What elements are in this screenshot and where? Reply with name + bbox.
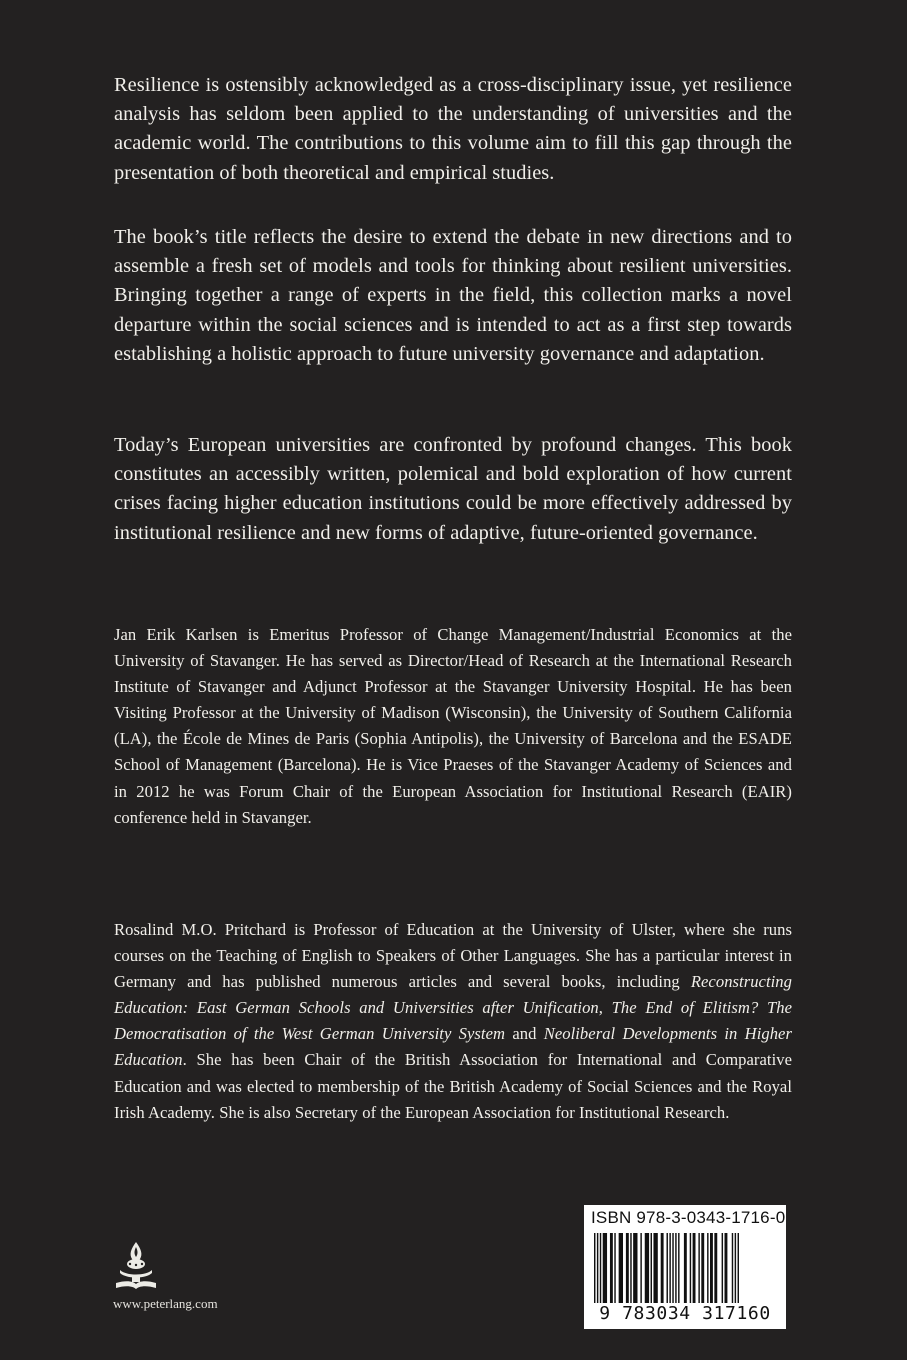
- book-title: Neoliberal Developments in Higher Education: [114, 1024, 792, 1070]
- bio-text: . She has been Chair of the British Association for International and Comparative Education and was elected to membership of the British Academy of Social Sciences and the Royal Irish Academy. She is also Secretary of the European Association for Institutional Research.: [114, 1050, 792, 1122]
- barcode-bar: [725, 1233, 728, 1311]
- isbn-barcode: [584, 1205, 786, 1329]
- bio-text: Rosalind M.O. Pritchard is Professor of Education at the University of Ulster, where she runs courses on the Teaching of English to Speakers of Other Languages. She has a particular interest in Germany and has published numerous articles and several books, including: [114, 920, 792, 992]
- blurb-paragraph-3: Today’s European universities are confronted by profound changes. This book constitutes an accessibly written, polemical and bold exploration of how current crises facing higher education institutions could be more effectively addressed by institutional resilience and new forms of adaptive, future-oriented governance.: [114, 434, 792, 544]
- bio-text: ,: [598, 998, 612, 1018]
- barcode-bar: [626, 1233, 629, 1311]
- author-bio-karlsen: Jan Erik Karlsen is Emeritus Professor of Change Management/Industrial Economics at the University of Stavanger. He has served as Director/Head of Research at the International Research Institute of Stavanger and Adjunct Professor at the Stavanger University Hospital. He has been Visiting Professor at the University of Madison (Wisconsin), the University of Southern California (LA), the École de Mines de Paris (Sophia Antipolis), the University of Barcelona and the ESADE School of Management (Barcelona). He is Vice Praeses of the Stavanger Academy of Sciences and in 2012 he was Forum Chair of the European Association for Institutional Research (EAIR) conference held in Stavanger.: [114, 625, 792, 827]
- barcode-bar: [661, 1233, 664, 1311]
- barcode-bar: [707, 1233, 708, 1311]
- barcode-bar: [614, 1233, 615, 1311]
- bio-text: and: [505, 1024, 544, 1044]
- barcode-bar: [678, 1233, 679, 1311]
- barcode-bar: [698, 1233, 699, 1311]
- barcode-bar: [594, 1233, 595, 1311]
- peter-lang-logo-icon: [112, 1240, 160, 1292]
- blurb-paragraph-2: The book’s title reflects the desire to extend the debate in new directions and to assemble a fresh set of models and tools for thinking about resilient universities. Bringing together a range of experts in the field, this collection marks a novel departure within the social sciences and is intended to act as a first step towards establishing a holistic approach to future university governance and adaptation.: [114, 226, 792, 365]
- barcode-bar: [701, 1233, 704, 1311]
- barcode-bar: [710, 1233, 713, 1311]
- barcode-bar: [690, 1233, 691, 1311]
- author-bio-pritchard: [114, 917, 792, 1126]
- barcode-bar: [735, 1233, 736, 1311]
- barcode-bar: [600, 1233, 601, 1311]
- blurb-paragraph-1: Resilience is ostensibly acknowledged as a cross-disciplinary issue, yet resilience analysis has seldom been applied to the understanding of universities and the academic world. The contributions to this volume aim to fill this gap through the presentation of both theoretical and empirical studies.: [114, 74, 792, 184]
- barcode-bar: [597, 1233, 598, 1311]
- barcode-bar: [672, 1233, 673, 1311]
- barcode-bar: [633, 1233, 637, 1311]
- barcode-bar: [630, 1233, 631, 1311]
- barcode-bar: [610, 1233, 613, 1311]
- barcode-bar: [738, 1233, 739, 1311]
- barcode-bar: [732, 1233, 733, 1311]
- book-title: The End of Elitism? The Democratisation of the West German University System: [114, 998, 792, 1044]
- barcode-bar: [714, 1233, 717, 1311]
- barcode-bar: [675, 1233, 676, 1311]
- barcode-bar: [722, 1233, 723, 1311]
- book-title: Reconstructing Education: East German Schools and Universities after Unification: [114, 972, 792, 1018]
- barcode-bars: [590, 1233, 780, 1311]
- isbn-label: ISBN 978-3-0343-1716-0: [591, 1208, 786, 1227]
- publisher-website[interactable]: www.peterlang.com: [113, 1296, 218, 1311]
- barcode-bar: [669, 1233, 670, 1311]
- barcode-bar: [667, 1233, 668, 1311]
- barcode-bar: [651, 1233, 652, 1311]
- barcode-bar: [640, 1233, 641, 1311]
- barcode-bar: [645, 1233, 649, 1311]
- barcode-bar: [693, 1233, 696, 1311]
- barcode-bar: [603, 1233, 607, 1311]
- barcode-bar: [619, 1233, 623, 1311]
- barcode-bar: [653, 1233, 657, 1311]
- barcode-digits: 9 783034 317160: [584, 1303, 786, 1325]
- barcode-bar: [684, 1233, 687, 1311]
